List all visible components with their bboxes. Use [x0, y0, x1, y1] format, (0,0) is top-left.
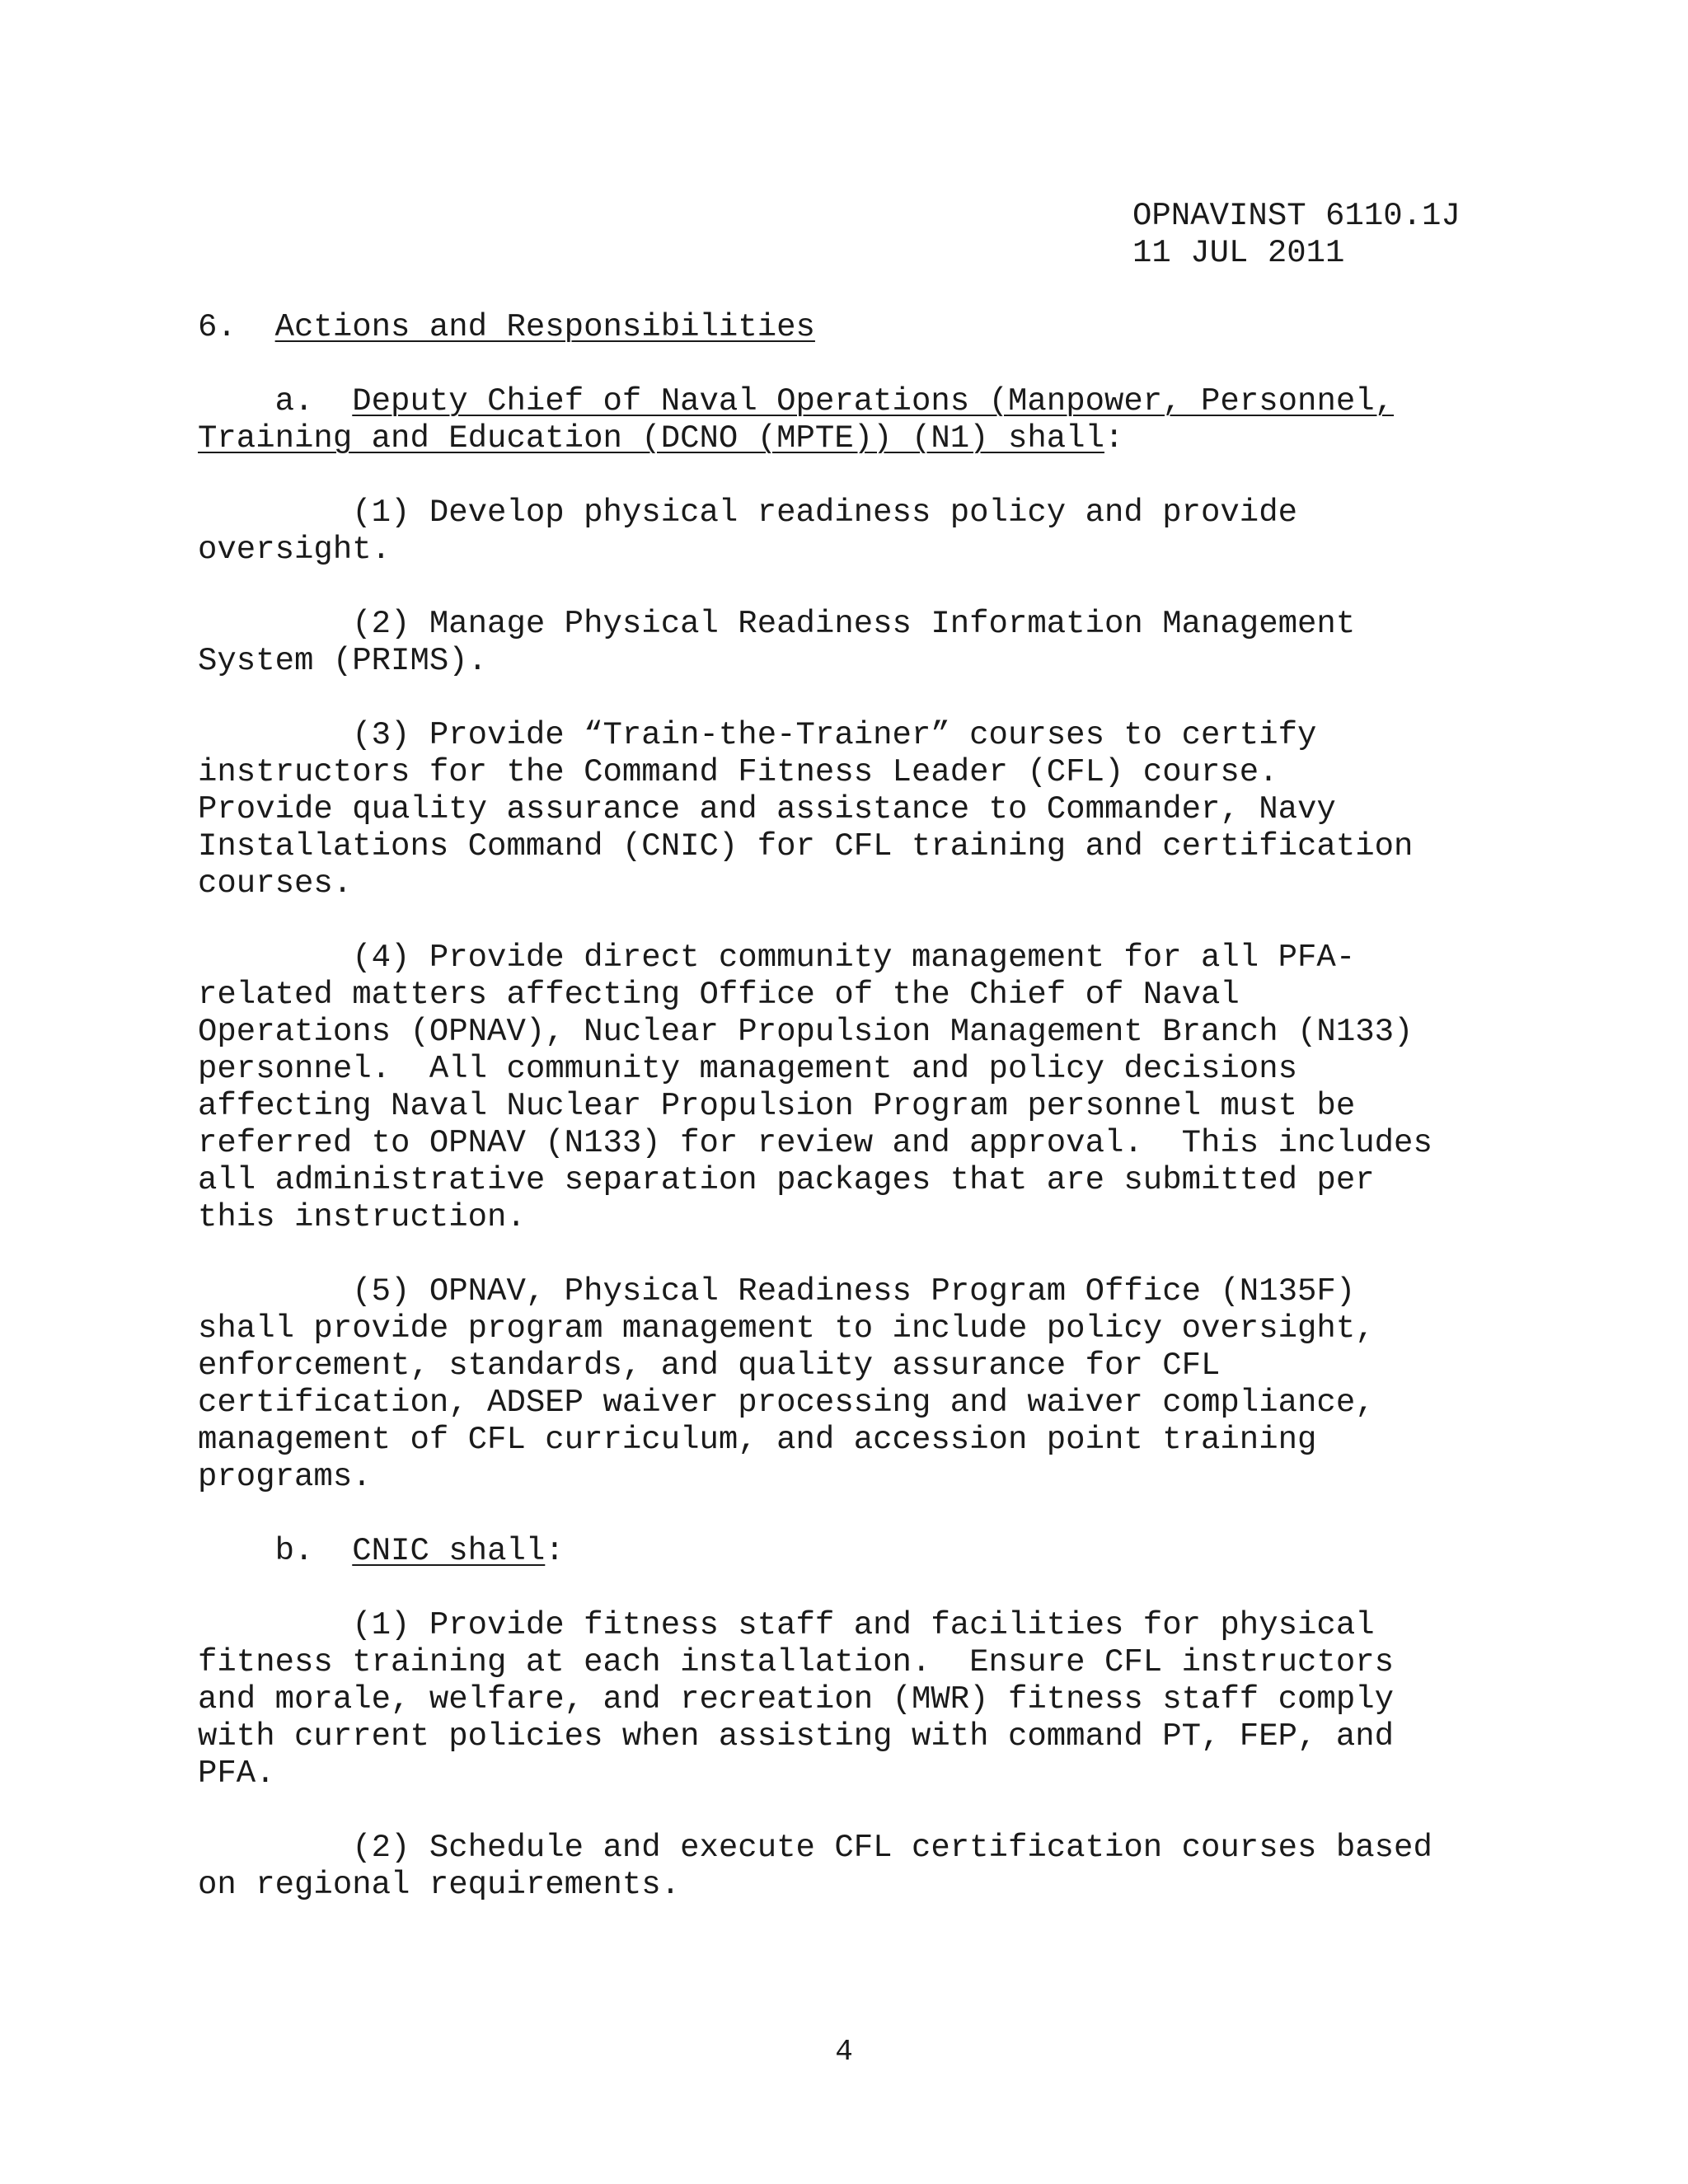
para-a-letter: a. — [274, 383, 314, 419]
para-a-heading-line1 — [198, 383, 1394, 420]
section-6-heading — [198, 309, 815, 346]
para-a1-line: (1) Develop physical readiness policy and provide — [352, 494, 1298, 531]
para-b1-line: with current policies when assisting with command PT, FEP, and — [198, 1718, 1395, 1755]
para-b-heading-text: CNIC shall — [352, 1533, 546, 1569]
section-6-number: 6. — [198, 309, 237, 345]
page-number: 4 — [835, 2035, 853, 2069]
para-a5-line: (5) OPNAV, Physical Readiness Program Office (N135F) — [352, 1273, 1356, 1310]
para-a5-line: shall provide program management to include policy oversight, — [198, 1310, 1375, 1347]
para-a2-line: (2) Manage Physical Readiness Information Management — [352, 606, 1356, 642]
para-a3-line: (3) Provide “Train-the-Trainer” courses to certify — [352, 717, 1317, 753]
para-a1-line: oversight. — [198, 532, 392, 568]
para-b1-line: PFA. — [198, 1755, 275, 1792]
para-a5-line: programs. — [198, 1459, 372, 1495]
para-a-heading-text1: Deputy Chief of Naval Operations (Manpower, Personnel, — [352, 383, 1395, 419]
para-b-heading-colon: : — [545, 1533, 565, 1569]
para-a4-line: affecting Naval Nuclear Propulsion Program personnel must be — [198, 1088, 1356, 1124]
para-a-heading-colon: : — [1104, 420, 1124, 457]
para-b1-line: and morale, welfare, and recreation (MWR) fitness staff comply — [198, 1681, 1395, 1718]
para-a3-line: Provide quality assurance and assistance to Commander, Navy — [198, 791, 1336, 827]
para-a2-line: System (PRIMS). — [198, 643, 488, 679]
para-a4-line: (4) Provide direct community management for all PFA- — [352, 940, 1356, 976]
para-a3-line: instructors for the Command Fitness Leader (CFL) course. — [198, 754, 1278, 790]
para-b2-line: on regional requirements. — [198, 1867, 681, 1903]
section-6-title: Actions and Responsibilities — [274, 309, 815, 345]
para-a4-line: Operations (OPNAV), Nuclear Propulsion Management Branch (N133) — [198, 1014, 1414, 1050]
para-a4-line: referred to OPNAV (N133) for review and approval. This includes — [198, 1125, 1432, 1161]
para-b1-line: fitness training at each installation. Ensure CFL instructors — [198, 1644, 1395, 1680]
para-a3-line: Installations Command (CNIC) for CFL training and certification — [198, 828, 1414, 865]
para-a5-line: certification, ADSEP waiver processing and waiver compliance, — [198, 1385, 1375, 1421]
para-a-heading-text2: Training and Education (DCNO (MPTE)) (N1) shall — [198, 420, 1104, 457]
para-b-letter: b. — [274, 1533, 314, 1569]
para-b1-line: (1) Provide fitness staff and facilities for physical — [352, 1607, 1375, 1643]
para-a-heading-line2 — [198, 420, 1123, 457]
para-b-heading — [198, 1533, 565, 1570]
para-a4-line: all administrative separation packages that are submitted per — [198, 1162, 1375, 1198]
instruction-date: 11 JUL 2011 — [1132, 235, 1345, 271]
para-a5-line: management of CFL curriculum, and accession point training — [198, 1422, 1317, 1458]
para-a4-line: this instruction. — [198, 1199, 526, 1235]
para-a4-line: personnel. All community management and policy decisions — [198, 1051, 1298, 1087]
para-a5-line: enforcement, standards, and quality assurance for CFL — [198, 1347, 1221, 1384]
para-a3-line: courses. — [198, 865, 353, 902]
para-b2-line: (2) Schedule and execute CFL certification courses based — [352, 1830, 1432, 1866]
para-a4-line: related matters affecting Office of the Chief of Naval — [198, 977, 1240, 1013]
instruction-number: OPNAVINST 6110.1J — [1132, 198, 1461, 234]
